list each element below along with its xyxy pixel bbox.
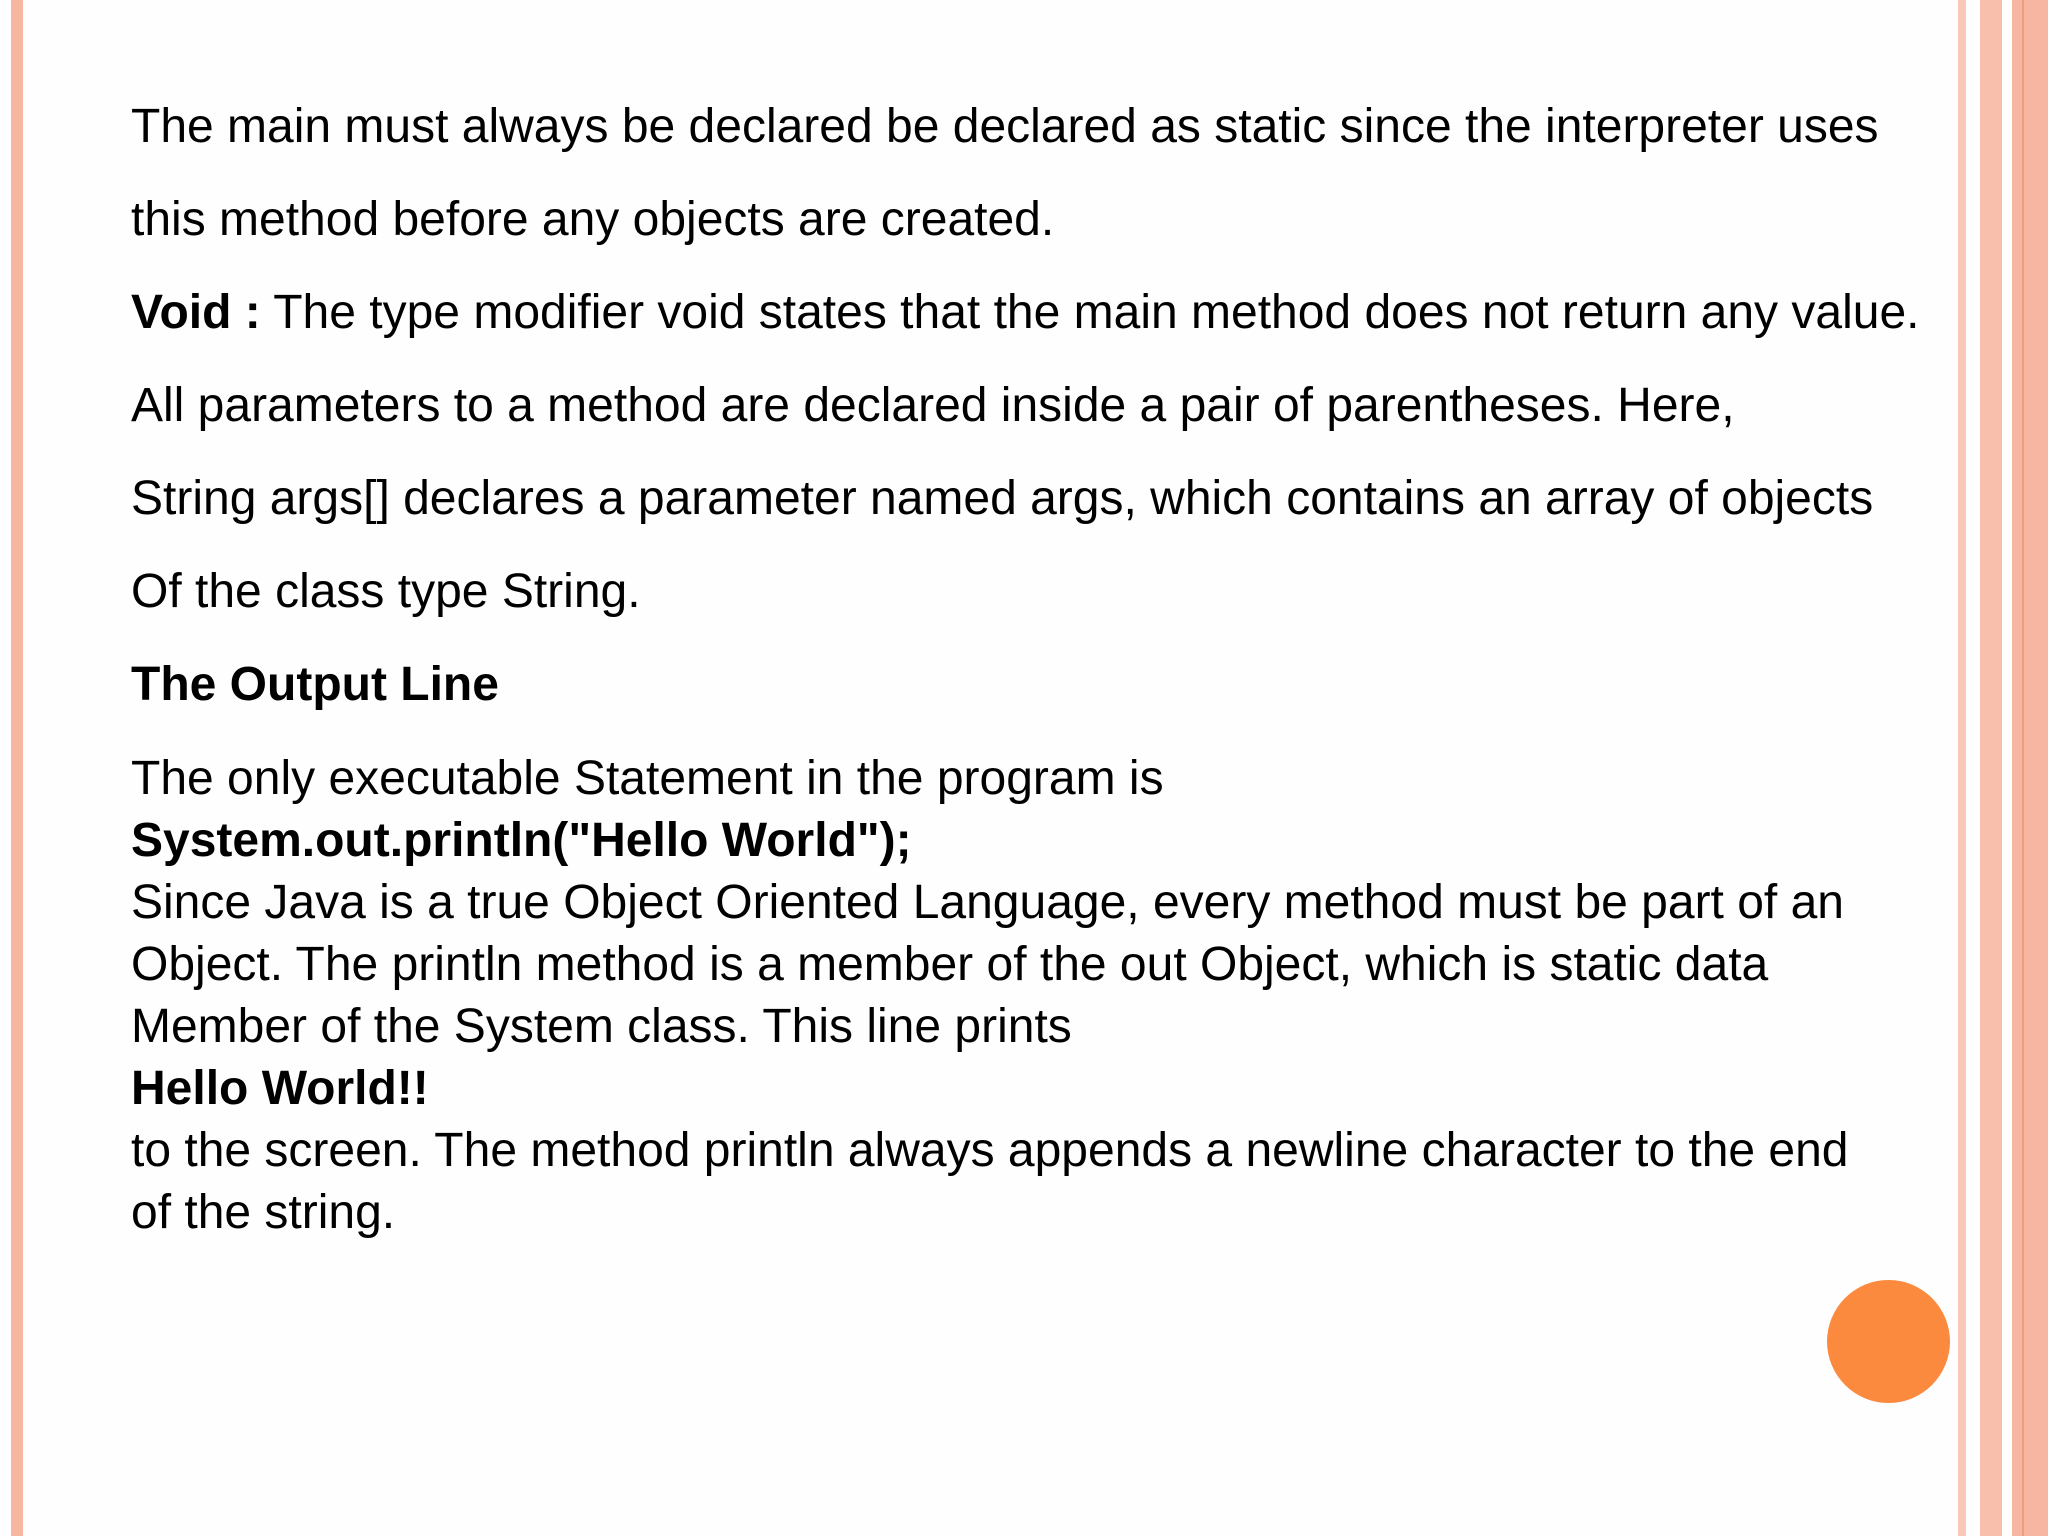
slide-body-text	[131, 96, 2031, 1244]
output-example: Hello World!!	[131, 1062, 429, 1115]
paragraph-line: Of the class type String.	[131, 565, 641, 618]
code-statement: System.out.println("Hello World");	[131, 814, 912, 867]
paragraph-line: The only executable Statement in the program is	[131, 752, 1164, 805]
paragraph-line: All parameters to a method are declared inside a pair of parentheses. Here,	[131, 379, 1735, 432]
paragraph-line: to the screen. The method println always appends a newline character to the end	[131, 1124, 1849, 1177]
void-label: Void :	[131, 286, 261, 339]
paragraph-line: Member of the System class. This line prints	[131, 1000, 1072, 1053]
paragraph-line: of the string.	[131, 1186, 396, 1239]
paragraph-line: this method before any objects are created.	[131, 193, 1055, 246]
orange-circle-decoration	[1827, 1280, 1950, 1403]
void-description: The type modifier void states that the main method does not return any value.	[260, 286, 1920, 339]
paragraph-line: The main must always be declared be declared as static since the interpreter uses	[131, 100, 1879, 153]
paragraph-line: String args[] declares a parameter named args, which contains an array of objects	[131, 472, 1874, 525]
left-decorative-stripe	[11, 0, 23, 1536]
paragraph-line: Object. The println method is a member of the out Object, which is static data	[131, 938, 1769, 991]
section-heading: The Output Line	[131, 658, 499, 711]
paragraph-line: Since Java is a true Object Oriented Language, every method must be part of an	[131, 876, 1844, 929]
void-paragraph	[131, 282, 2031, 344]
